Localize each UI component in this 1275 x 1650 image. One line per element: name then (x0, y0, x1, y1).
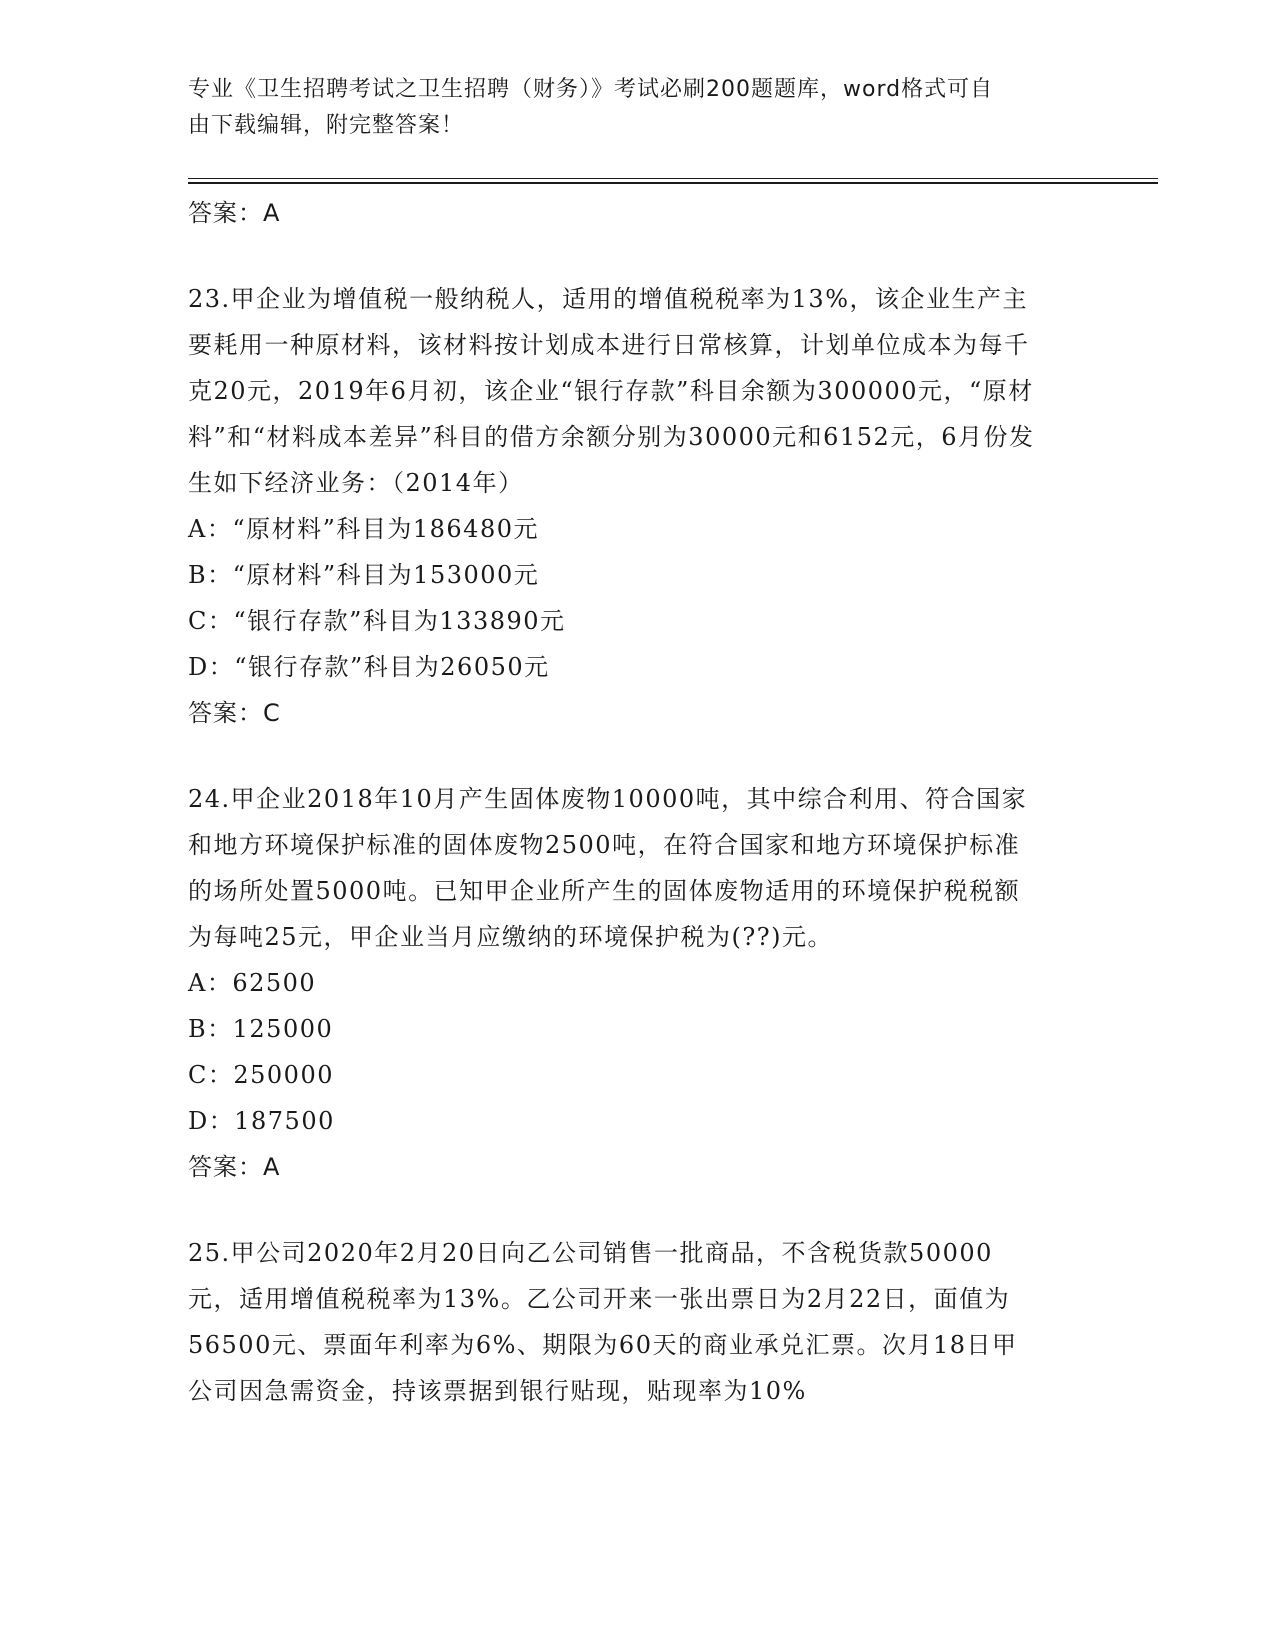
page-header (188, 72, 1158, 144)
question-23-answer: 答案：C (188, 699, 281, 727)
question-24-answer: 答案：A (188, 1153, 281, 1181)
spacer (188, 1190, 1088, 1230)
question-23-option-a: A：“原材料”科目为186480元 (188, 515, 539, 543)
question-24 (188, 776, 1088, 1190)
question-24-text: 24.甲企业2018年10月产生固体废物10000吨，其中综合利用、符合国家和地方环境保护标准的固体废物2500吨，在符合国家和地方环境保护标准的场所处置5000吨。已知甲企业所产生的固体废物适用的环境保护税税额为每吨25元，甲企业当月应缴纳的环境保护税为(??)元。 (188, 785, 1028, 951)
spacer (188, 236, 1088, 276)
document-body (188, 190, 1088, 1414)
header-divider-thin (188, 178, 1158, 179)
question-23-option-c: C：“银行存款”科目为133890元 (188, 607, 566, 635)
question-25 (188, 1230, 1088, 1414)
question-24-option-b: B：125000 (188, 1015, 334, 1043)
question-24-option-c: C：250000 (188, 1061, 334, 1089)
header-line-1: 专业《卫生招聘考试之卫生招聘（财务）》考试必刷200题题库，word格式可自 (188, 77, 994, 102)
previous-answer: 答案：A (188, 199, 281, 227)
question-23 (188, 276, 1088, 736)
question-23-option-d: D：“银行存款”科目为26050元 (188, 653, 550, 681)
question-24-option-d: D：187500 (188, 1107, 335, 1135)
question-24-option-a: A：62500 (188, 969, 317, 997)
question-23-option-b: B：“原材料”科目为153000元 (188, 561, 540, 589)
spacer (188, 736, 1088, 776)
question-23-text: 23.甲企业为增值税一般纳税人，适用的增值税税率为13%，该企业生产主要耗用一种原材料，该材料按计划成本进行日常核算，计划单位成本为每千克20元，2019年6月初，该企业“银行存款”科目余额为300000元，“原材料”和“材料成本差异”科目的借方余额分别为30000元和6152元，6月份发生如下经济业务：（2014年） (188, 285, 1035, 497)
question-25-text: 25.甲公司2020年2月20日向乙公司销售一批商品，不含税货款50000元，适用增值税税率为13%。乙公司开来一张出票日为2月22日，面值为56500元、票面年利率为6%、期限为60天的商业承兑汇票。次月18日甲公司因急需资金，持该票据到银行贴现，贴现率为10% (188, 1239, 1018, 1405)
header-divider-thick (188, 182, 1158, 184)
header-line-2: 由下载编辑，附完整答案！ (188, 113, 465, 138)
